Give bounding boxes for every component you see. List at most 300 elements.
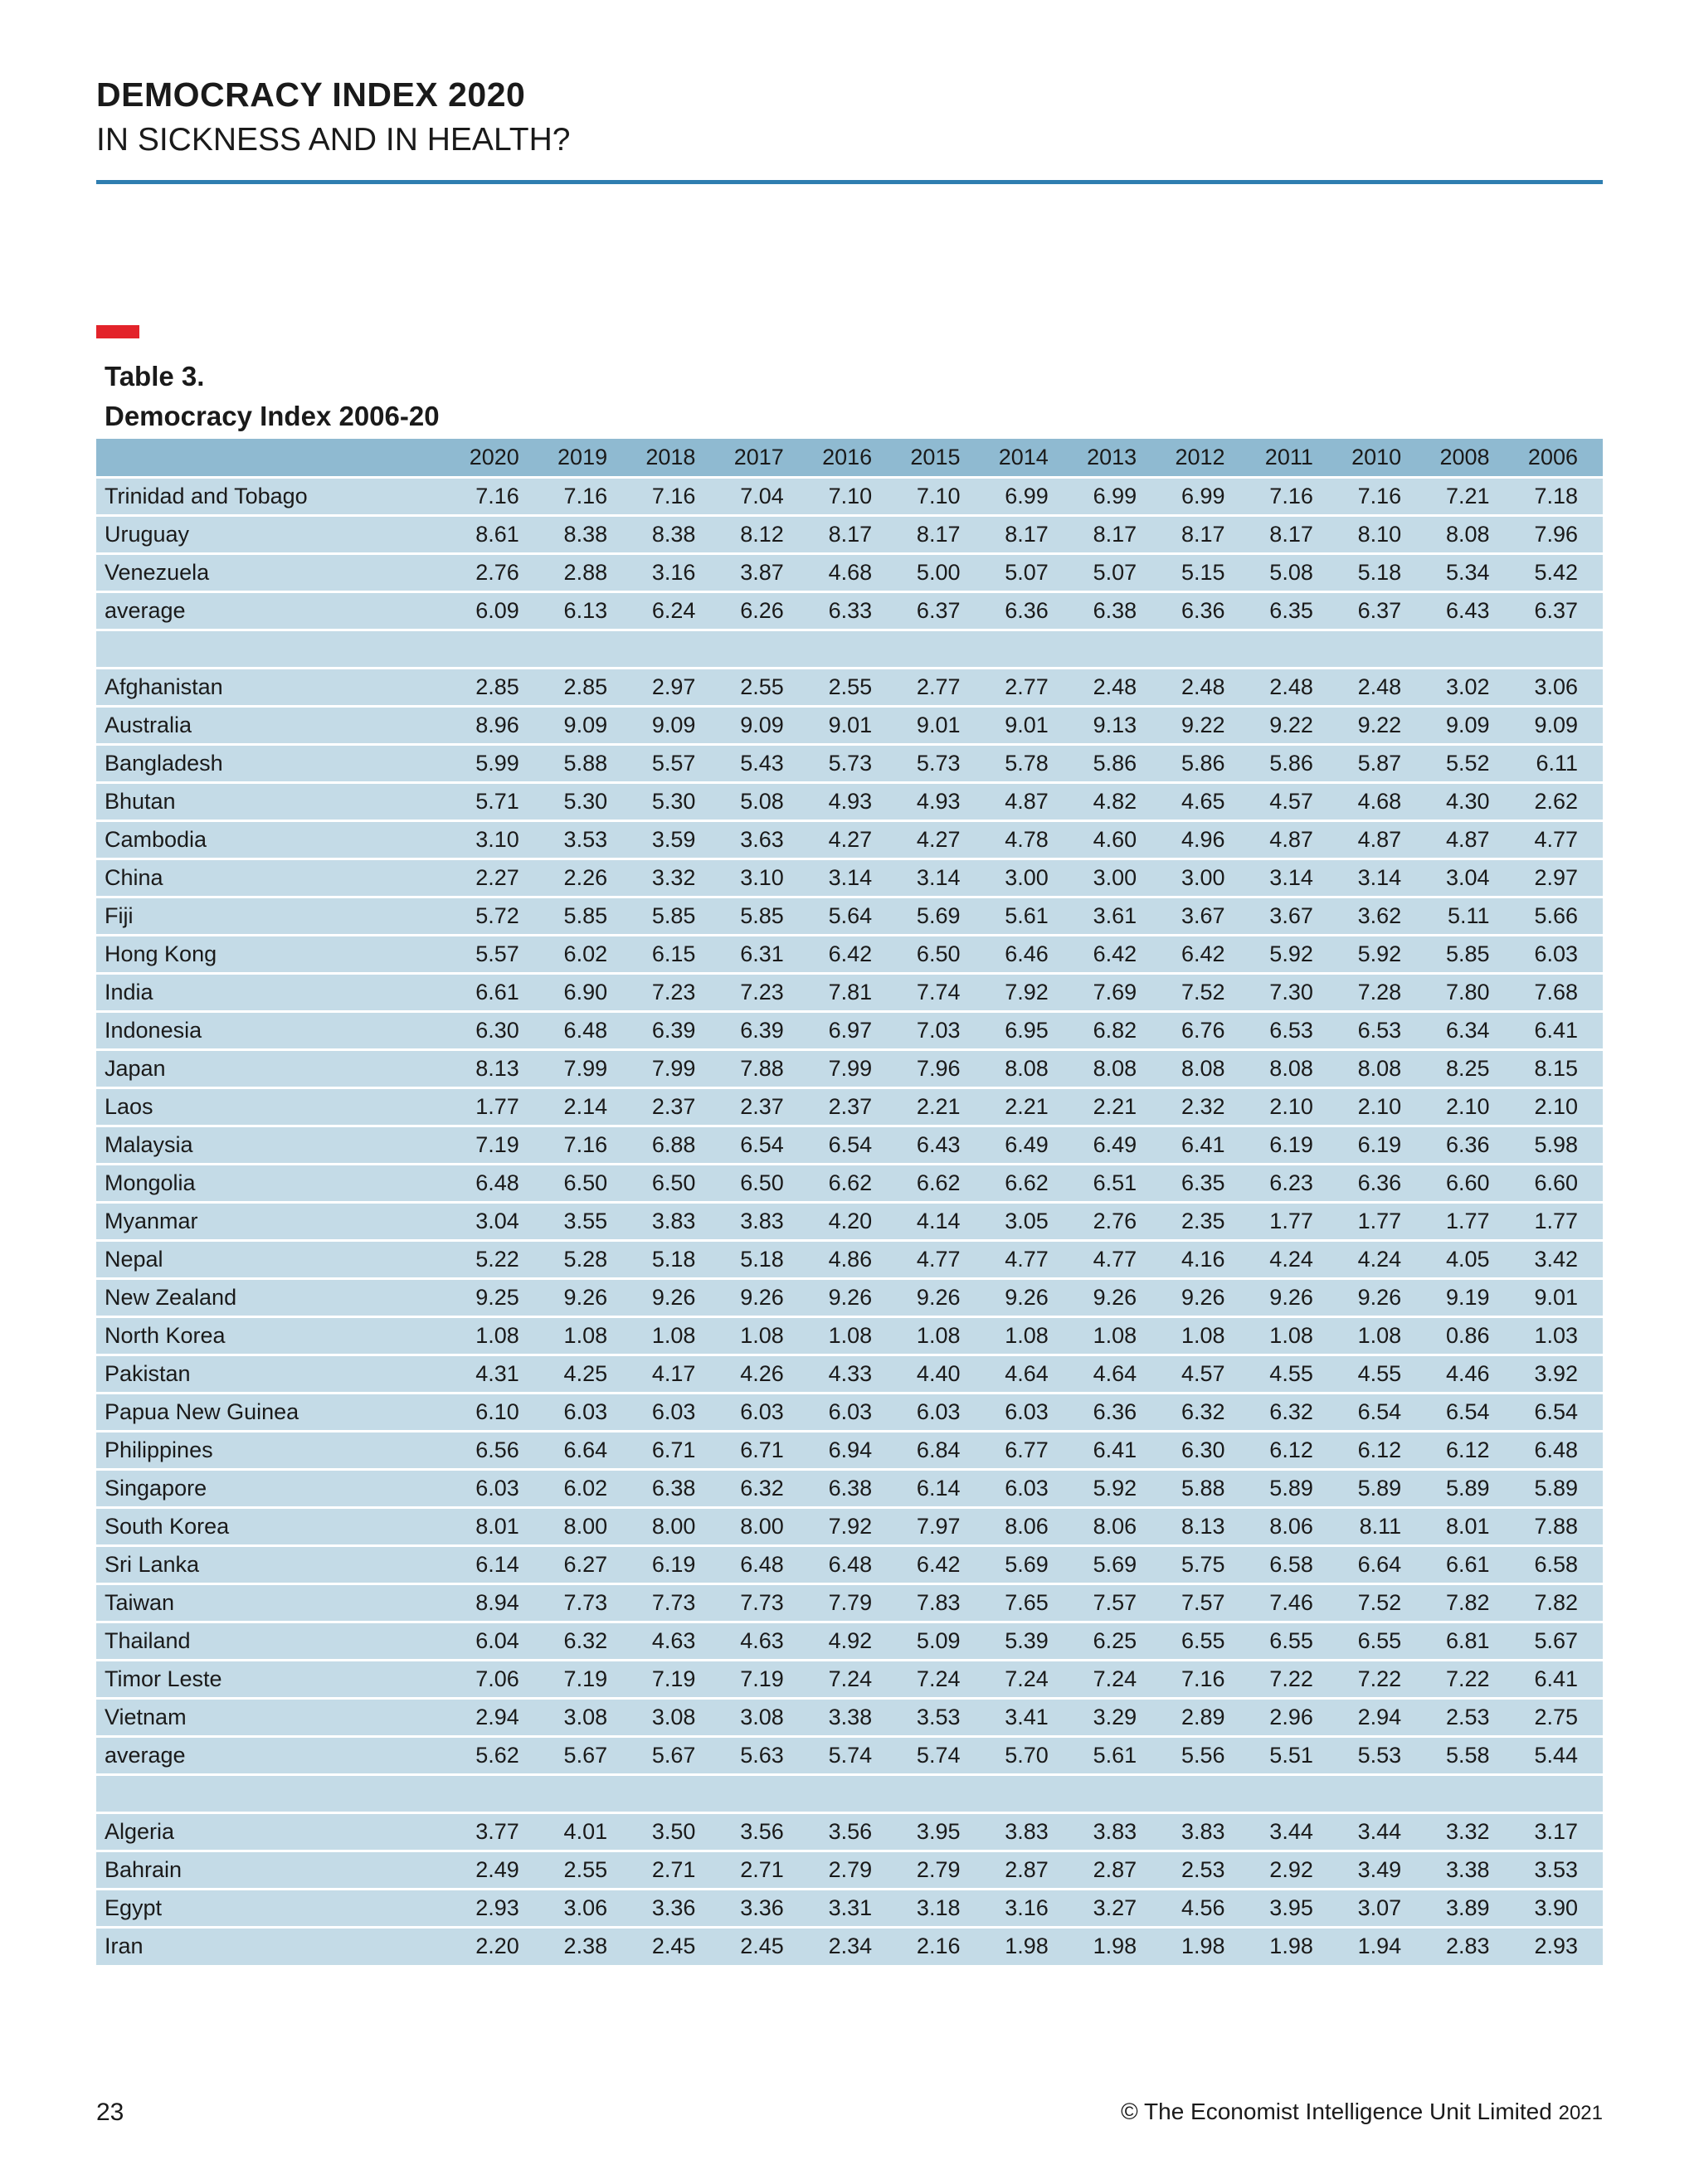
score-cell: 6.99 bbox=[1005, 483, 1049, 508]
score-cell: 4.64 bbox=[1005, 1360, 1049, 1386]
score-cell: 4.30 bbox=[1445, 788, 1490, 814]
score-cell: 2.76 bbox=[475, 559, 519, 585]
score-cell: 3.02 bbox=[1445, 674, 1490, 699]
score-cell: 6.39 bbox=[651, 1017, 696, 1043]
score-cell: 1.98 bbox=[1005, 1933, 1049, 1959]
score-cell: 4.86 bbox=[828, 1246, 873, 1272]
score-cell: 6.14 bbox=[475, 1551, 519, 1577]
country-name: India bbox=[105, 979, 153, 1004]
score-cell: 8.38 bbox=[651, 521, 696, 547]
score-cell: 4.68 bbox=[1357, 788, 1402, 814]
score-cell bbox=[720, 1774, 808, 1812]
score-cell: 9.26 bbox=[563, 1284, 608, 1310]
score-cell: 5.72 bbox=[475, 902, 519, 928]
score-cell: 2.53 bbox=[1445, 1704, 1490, 1729]
score-cell: 9.26 bbox=[828, 1284, 873, 1310]
score-cell: 7.92 bbox=[1005, 979, 1049, 1004]
score-cell: 3.61 bbox=[1093, 902, 1137, 928]
score-cell: 3.05 bbox=[1005, 1208, 1049, 1233]
score-cell: 7.99 bbox=[563, 1055, 608, 1081]
score-cell bbox=[632, 630, 720, 668]
score-cell: 6.61 bbox=[1445, 1551, 1490, 1577]
score-cell: 2.87 bbox=[1093, 1856, 1137, 1882]
score-cell: 4.93 bbox=[916, 788, 961, 814]
score-cell: 6.41 bbox=[1534, 1666, 1578, 1691]
score-cell: 6.38 bbox=[1093, 597, 1137, 623]
table-row bbox=[96, 859, 1603, 897]
score-cell: 3.44 bbox=[1357, 1818, 1402, 1844]
score-cell: 6.35 bbox=[1181, 1170, 1225, 1195]
score-cell: 2.55 bbox=[828, 674, 873, 699]
score-cell: 7.52 bbox=[1181, 979, 1225, 1004]
score-cell: 8.94 bbox=[475, 1589, 519, 1615]
score-cell: 6.34 bbox=[1445, 1017, 1490, 1043]
score-cell: 3.50 bbox=[651, 1818, 696, 1844]
score-cell: 4.77 bbox=[1093, 1246, 1137, 1272]
country-name: Singapore bbox=[105, 1475, 207, 1501]
score-cell: 9.09 bbox=[1445, 712, 1490, 737]
table-spacer-row bbox=[96, 630, 1603, 668]
score-cell: 5.39 bbox=[1005, 1627, 1049, 1653]
score-cell: 6.48 bbox=[563, 1017, 608, 1043]
score-cell bbox=[1426, 1774, 1514, 1812]
score-cell bbox=[455, 1774, 543, 1812]
score-cell: 6.46 bbox=[1005, 941, 1049, 966]
score-cell bbox=[985, 630, 1073, 668]
score-cell: 6.42 bbox=[828, 941, 873, 966]
column-header-year: 2017 bbox=[733, 444, 784, 469]
score-cell: 4.87 bbox=[1005, 788, 1049, 814]
score-cell: 3.83 bbox=[740, 1208, 784, 1233]
score-cell: 7.82 bbox=[1445, 1589, 1490, 1615]
score-cell: 1.77 bbox=[1534, 1208, 1578, 1233]
score-cell: 7.68 bbox=[1534, 979, 1578, 1004]
score-cell: 6.50 bbox=[563, 1170, 608, 1195]
score-cell: 3.14 bbox=[1357, 864, 1402, 890]
score-cell: 4.24 bbox=[1269, 1246, 1313, 1272]
score-cell: 9.26 bbox=[740, 1284, 784, 1310]
score-cell: 3.63 bbox=[740, 826, 784, 852]
score-cell: 6.88 bbox=[651, 1131, 696, 1157]
score-cell: 6.97 bbox=[828, 1017, 873, 1043]
document-subtitle: IN SICKNESS AND IN HEALTH? bbox=[96, 122, 571, 158]
score-cell: 3.55 bbox=[563, 1208, 608, 1233]
score-cell: 8.17 bbox=[1005, 521, 1049, 547]
score-cell: 7.16 bbox=[1357, 483, 1402, 508]
score-cell: 8.25 bbox=[1445, 1055, 1490, 1081]
score-cell: 6.03 bbox=[916, 1398, 961, 1424]
score-cell: 7.92 bbox=[828, 1513, 873, 1539]
score-cell: 8.12 bbox=[740, 521, 784, 547]
score-cell: 2.10 bbox=[1534, 1093, 1578, 1119]
score-cell: 9.26 bbox=[1269, 1284, 1313, 1310]
score-cell: 6.99 bbox=[1093, 483, 1137, 508]
score-cell: 3.08 bbox=[563, 1704, 608, 1729]
score-cell: 8.15 bbox=[1534, 1055, 1578, 1081]
table-row bbox=[96, 1507, 1603, 1545]
score-cell: 9.26 bbox=[1357, 1284, 1402, 1310]
column-header-year: 2018 bbox=[645, 444, 696, 469]
score-cell: 2.21 bbox=[1093, 1093, 1137, 1119]
score-cell: 7.22 bbox=[1445, 1666, 1490, 1691]
score-cell: 9.09 bbox=[651, 712, 696, 737]
score-cell: 5.57 bbox=[651, 750, 696, 776]
document-title: DEMOCRACY INDEX 2020 bbox=[96, 75, 526, 114]
score-cell: 2.62 bbox=[1534, 788, 1578, 814]
score-cell: 0.86 bbox=[1445, 1322, 1490, 1348]
score-cell: 6.53 bbox=[1357, 1017, 1402, 1043]
score-cell: 3.77 bbox=[475, 1818, 519, 1844]
score-cell: 3.08 bbox=[651, 1704, 696, 1729]
score-cell: 6.55 bbox=[1181, 1627, 1225, 1653]
score-cell: 3.06 bbox=[1534, 674, 1578, 699]
table-row bbox=[96, 1049, 1603, 1087]
score-cell: 7.22 bbox=[1357, 1666, 1402, 1691]
country-name: Japan bbox=[105, 1055, 166, 1081]
score-cell: 4.31 bbox=[475, 1360, 519, 1386]
score-cell: 1.08 bbox=[475, 1322, 519, 1348]
copyright-year: 2021 bbox=[1558, 2102, 1603, 2124]
score-cell: 4.57 bbox=[1181, 1360, 1225, 1386]
score-cell: 6.35 bbox=[1269, 597, 1313, 623]
score-cell: 2.37 bbox=[651, 1093, 696, 1119]
score-cell: 6.58 bbox=[1534, 1551, 1578, 1577]
score-cell: 2.92 bbox=[1269, 1856, 1313, 1882]
score-cell: 7.99 bbox=[651, 1055, 696, 1081]
country-name: Uruguay bbox=[105, 521, 190, 547]
score-cell: 1.08 bbox=[563, 1322, 608, 1348]
score-cell: 6.38 bbox=[651, 1475, 696, 1501]
score-cell: 3.42 bbox=[1534, 1246, 1578, 1272]
score-cell: 5.88 bbox=[1181, 1475, 1225, 1501]
score-cell bbox=[632, 1774, 720, 1812]
country-name: Thailand bbox=[105, 1627, 191, 1653]
score-cell bbox=[897, 1774, 985, 1812]
column-header-year: 2020 bbox=[469, 444, 519, 469]
score-cell: 2.76 bbox=[1093, 1208, 1137, 1233]
score-cell: 6.81 bbox=[1445, 1627, 1490, 1653]
score-cell: 7.69 bbox=[1093, 979, 1137, 1004]
table-row bbox=[96, 1316, 1603, 1355]
score-cell: 5.78 bbox=[1005, 750, 1049, 776]
score-cell: 9.19 bbox=[1445, 1284, 1490, 1310]
score-cell: 5.88 bbox=[563, 750, 608, 776]
score-cell: 2.10 bbox=[1269, 1093, 1313, 1119]
score-cell: 6.50 bbox=[651, 1170, 696, 1195]
score-cell: 2.93 bbox=[475, 1895, 519, 1920]
score-cell: 1.98 bbox=[1093, 1933, 1137, 1959]
score-cell: 5.34 bbox=[1445, 559, 1490, 585]
score-cell: 3.44 bbox=[1269, 1818, 1313, 1844]
table-row bbox=[96, 1736, 1603, 1774]
country-name: Papua New Guinea bbox=[105, 1398, 299, 1424]
score-cell: 6.55 bbox=[1269, 1627, 1313, 1653]
column-header-year: 2012 bbox=[1175, 444, 1225, 469]
score-cell: 2.55 bbox=[740, 674, 784, 699]
score-cell: 7.19 bbox=[563, 1666, 608, 1691]
score-cell: 6.48 bbox=[1534, 1437, 1578, 1462]
score-cell: 6.49 bbox=[1005, 1131, 1049, 1157]
score-cell bbox=[897, 630, 985, 668]
table-row bbox=[96, 1278, 1603, 1316]
score-cell: 7.83 bbox=[916, 1589, 961, 1615]
score-cell: 5.67 bbox=[1534, 1627, 1578, 1653]
score-cell: 4.55 bbox=[1357, 1360, 1402, 1386]
score-cell: 6.95 bbox=[1005, 1017, 1049, 1043]
score-cell: 5.87 bbox=[1357, 750, 1402, 776]
score-cell: 5.85 bbox=[563, 902, 608, 928]
score-cell: 7.19 bbox=[740, 1666, 784, 1691]
score-cell: 5.92 bbox=[1357, 941, 1402, 966]
score-cell: 6.26 bbox=[740, 597, 784, 623]
score-cell: 5.61 bbox=[1093, 1742, 1137, 1768]
score-cell: 3.38 bbox=[1445, 1856, 1490, 1882]
score-cell: 3.10 bbox=[475, 826, 519, 852]
score-cell: 2.45 bbox=[740, 1933, 784, 1959]
score-cell: 4.01 bbox=[563, 1818, 608, 1844]
score-cell: 7.65 bbox=[1005, 1589, 1049, 1615]
score-cell: 7.82 bbox=[1534, 1589, 1578, 1615]
score-cell: 6.32 bbox=[563, 1627, 608, 1653]
score-cell: 5.73 bbox=[828, 750, 873, 776]
score-cell: 5.89 bbox=[1534, 1475, 1578, 1501]
score-cell: 2.97 bbox=[651, 674, 696, 699]
score-cell: 9.22 bbox=[1357, 712, 1402, 737]
score-cell: 5.09 bbox=[916, 1627, 961, 1653]
score-cell: 7.16 bbox=[1269, 483, 1313, 508]
score-cell: 3.08 bbox=[740, 1704, 784, 1729]
score-cell: 3.31 bbox=[828, 1895, 873, 1920]
score-cell: 1.08 bbox=[740, 1322, 784, 1348]
score-cell: 3.14 bbox=[916, 864, 961, 890]
score-cell: 6.42 bbox=[1181, 941, 1225, 966]
score-cell: 3.83 bbox=[1181, 1818, 1225, 1844]
score-cell: 9.26 bbox=[1005, 1284, 1049, 1310]
country-name bbox=[96, 630, 455, 668]
score-cell: 1.08 bbox=[1357, 1322, 1402, 1348]
score-cell: 9.26 bbox=[1181, 1284, 1225, 1310]
score-cell: 8.08 bbox=[1357, 1055, 1402, 1081]
score-cell: 6.76 bbox=[1181, 1017, 1225, 1043]
score-cell: 1.77 bbox=[475, 1093, 519, 1119]
score-cell: 6.49 bbox=[1093, 1131, 1137, 1157]
score-cell: 6.02 bbox=[563, 941, 608, 966]
score-cell: 8.00 bbox=[740, 1513, 784, 1539]
column-header-year: 2010 bbox=[1351, 444, 1402, 469]
country-name: Malaysia bbox=[105, 1131, 193, 1157]
score-cell: 8.01 bbox=[1445, 1513, 1490, 1539]
score-cell: 5.86 bbox=[1181, 750, 1225, 776]
score-cell: 7.24 bbox=[828, 1666, 873, 1691]
score-cell: 6.54 bbox=[828, 1131, 873, 1157]
score-cell: 4.26 bbox=[740, 1360, 784, 1386]
column-header-year: 2006 bbox=[1527, 444, 1578, 469]
score-cell: 3.00 bbox=[1181, 864, 1225, 890]
score-cell: 7.19 bbox=[475, 1131, 519, 1157]
score-cell: 1.08 bbox=[916, 1322, 961, 1348]
score-cell: 4.16 bbox=[1181, 1246, 1225, 1272]
score-cell bbox=[455, 630, 543, 668]
score-cell: 4.40 bbox=[916, 1360, 961, 1386]
score-cell: 5.89 bbox=[1357, 1475, 1402, 1501]
score-cell: 6.50 bbox=[740, 1170, 784, 1195]
score-cell: 8.08 bbox=[1005, 1055, 1049, 1081]
country-name: Venezuela bbox=[105, 559, 210, 585]
score-cell: 6.30 bbox=[475, 1017, 519, 1043]
score-cell: 7.06 bbox=[475, 1666, 519, 1691]
score-cell: 7.21 bbox=[1445, 483, 1490, 508]
score-cell: 4.63 bbox=[651, 1627, 696, 1653]
score-cell: 6.38 bbox=[828, 1475, 873, 1501]
score-cell: 5.18 bbox=[651, 1246, 696, 1272]
score-cell: 2.53 bbox=[1181, 1856, 1225, 1882]
score-cell: 6.50 bbox=[916, 941, 961, 966]
score-cell: 3.95 bbox=[916, 1818, 961, 1844]
table-row bbox=[96, 1660, 1603, 1698]
score-cell: 6.60 bbox=[1445, 1170, 1490, 1195]
table-row bbox=[96, 1583, 1603, 1622]
table-caption bbox=[105, 357, 440, 436]
score-cell bbox=[809, 630, 897, 668]
score-cell: 6.37 bbox=[1534, 597, 1578, 623]
country-name: Vietnam bbox=[105, 1704, 187, 1729]
score-cell: 3.16 bbox=[651, 559, 696, 585]
score-cell: 6.09 bbox=[475, 597, 519, 623]
score-cell: 7.10 bbox=[916, 483, 961, 508]
score-cell: 2.79 bbox=[828, 1856, 873, 1882]
score-cell: 7.99 bbox=[828, 1055, 873, 1081]
score-cell: 8.17 bbox=[1093, 521, 1137, 547]
score-cell: 9.13 bbox=[1093, 712, 1137, 737]
copyright-text: © The Economist Intelligence Unit Limited bbox=[1121, 2099, 1552, 2124]
score-cell: 4.77 bbox=[1005, 1246, 1049, 1272]
score-cell: 1.08 bbox=[1005, 1322, 1049, 1348]
score-cell: 5.61 bbox=[1005, 902, 1049, 928]
score-cell: 2.20 bbox=[475, 1933, 519, 1959]
score-cell: 3.36 bbox=[740, 1895, 784, 1920]
score-cell: 6.12 bbox=[1445, 1437, 1490, 1462]
score-cell: 2.89 bbox=[1181, 1704, 1225, 1729]
country-name: average bbox=[105, 1742, 186, 1768]
table-row bbox=[96, 973, 1603, 1011]
score-cell: 5.57 bbox=[475, 941, 519, 966]
score-cell: 8.01 bbox=[475, 1513, 519, 1539]
score-cell: 5.58 bbox=[1445, 1742, 1490, 1768]
score-cell: 8.06 bbox=[1269, 1513, 1313, 1539]
score-cell: 7.46 bbox=[1269, 1589, 1313, 1615]
score-cell: 2.96 bbox=[1269, 1704, 1313, 1729]
score-cell: 5.74 bbox=[916, 1742, 961, 1768]
score-cell: 6.42 bbox=[916, 1551, 961, 1577]
score-cell bbox=[1515, 630, 1603, 668]
score-cell: 3.04 bbox=[1445, 864, 1490, 890]
score-cell: 1.08 bbox=[1269, 1322, 1313, 1348]
score-cell: 8.17 bbox=[1269, 521, 1313, 547]
score-cell: 3.83 bbox=[651, 1208, 696, 1233]
score-cell: 7.16 bbox=[1181, 1666, 1225, 1691]
score-cell: 3.53 bbox=[1534, 1856, 1578, 1882]
score-cell: 4.68 bbox=[828, 559, 873, 585]
score-cell: 6.36 bbox=[1445, 1131, 1490, 1157]
score-cell: 6.25 bbox=[1093, 1627, 1137, 1653]
score-cell: 4.63 bbox=[740, 1627, 784, 1653]
score-cell: 8.13 bbox=[475, 1055, 519, 1081]
democracy-index-table-container bbox=[96, 439, 1603, 1965]
score-cell: 2.77 bbox=[916, 674, 961, 699]
score-cell: 2.71 bbox=[740, 1856, 784, 1882]
score-cell: 7.24 bbox=[1093, 1666, 1137, 1691]
score-cell bbox=[1338, 1774, 1426, 1812]
score-cell bbox=[985, 1774, 1073, 1812]
score-cell: 6.15 bbox=[651, 941, 696, 966]
score-cell: 5.30 bbox=[651, 788, 696, 814]
score-cell: 7.73 bbox=[651, 1589, 696, 1615]
score-cell: 7.24 bbox=[916, 1666, 961, 1691]
score-cell: 3.00 bbox=[1093, 864, 1137, 890]
score-cell: 6.42 bbox=[1093, 941, 1137, 966]
score-cell: 8.08 bbox=[1269, 1055, 1313, 1081]
table-body bbox=[96, 477, 1603, 1965]
score-cell: 5.63 bbox=[740, 1742, 784, 1768]
score-cell: 7.23 bbox=[651, 979, 696, 1004]
score-cell bbox=[1426, 630, 1514, 668]
score-cell: 6.51 bbox=[1093, 1170, 1137, 1195]
score-cell: 3.92 bbox=[1534, 1360, 1578, 1386]
score-cell: 9.22 bbox=[1181, 712, 1225, 737]
score-cell: 7.80 bbox=[1445, 979, 1490, 1004]
score-cell: 5.98 bbox=[1534, 1131, 1578, 1157]
country-name: Taiwan bbox=[105, 1589, 175, 1615]
score-cell: 7.16 bbox=[563, 483, 608, 508]
score-cell: 1.77 bbox=[1445, 1208, 1490, 1233]
score-cell: 2.38 bbox=[563, 1933, 608, 1959]
score-cell: 2.94 bbox=[1357, 1704, 1402, 1729]
score-cell: 8.61 bbox=[475, 521, 519, 547]
score-cell: 4.27 bbox=[828, 826, 873, 852]
score-cell: 5.62 bbox=[475, 1742, 519, 1768]
column-header-year: 2016 bbox=[822, 444, 873, 469]
country-name: Indonesia bbox=[105, 1017, 202, 1043]
score-cell: 6.13 bbox=[563, 597, 608, 623]
score-cell: 6.03 bbox=[475, 1475, 519, 1501]
score-cell: 6.41 bbox=[1534, 1017, 1578, 1043]
score-cell: 4.27 bbox=[916, 826, 961, 852]
score-cell: 5.70 bbox=[1005, 1742, 1049, 1768]
score-cell: 2.88 bbox=[563, 559, 608, 585]
table-row bbox=[96, 1164, 1603, 1202]
table-row bbox=[96, 897, 1603, 935]
score-cell: 4.05 bbox=[1445, 1246, 1490, 1272]
country-name: Bahrain bbox=[105, 1856, 183, 1882]
score-cell: 6.32 bbox=[1181, 1398, 1225, 1424]
score-cell: 9.25 bbox=[475, 1284, 519, 1310]
score-cell: 2.26 bbox=[563, 864, 608, 890]
score-cell: 6.61 bbox=[475, 979, 519, 1004]
score-cell: 5.69 bbox=[916, 902, 961, 928]
column-header-year: 2013 bbox=[1087, 444, 1137, 469]
score-cell: 5.53 bbox=[1357, 1742, 1402, 1768]
score-cell: 9.26 bbox=[1093, 1284, 1137, 1310]
score-cell: 6.36 bbox=[1005, 597, 1049, 623]
score-cell: 6.33 bbox=[828, 597, 873, 623]
score-cell: 4.93 bbox=[828, 788, 873, 814]
header-country-column bbox=[96, 439, 455, 477]
score-cell: 6.12 bbox=[1269, 1437, 1313, 1462]
country-name: Myanmar bbox=[105, 1208, 198, 1233]
score-cell: 5.42 bbox=[1534, 559, 1578, 585]
table-row bbox=[96, 744, 1603, 782]
score-cell: 1.08 bbox=[828, 1322, 873, 1348]
